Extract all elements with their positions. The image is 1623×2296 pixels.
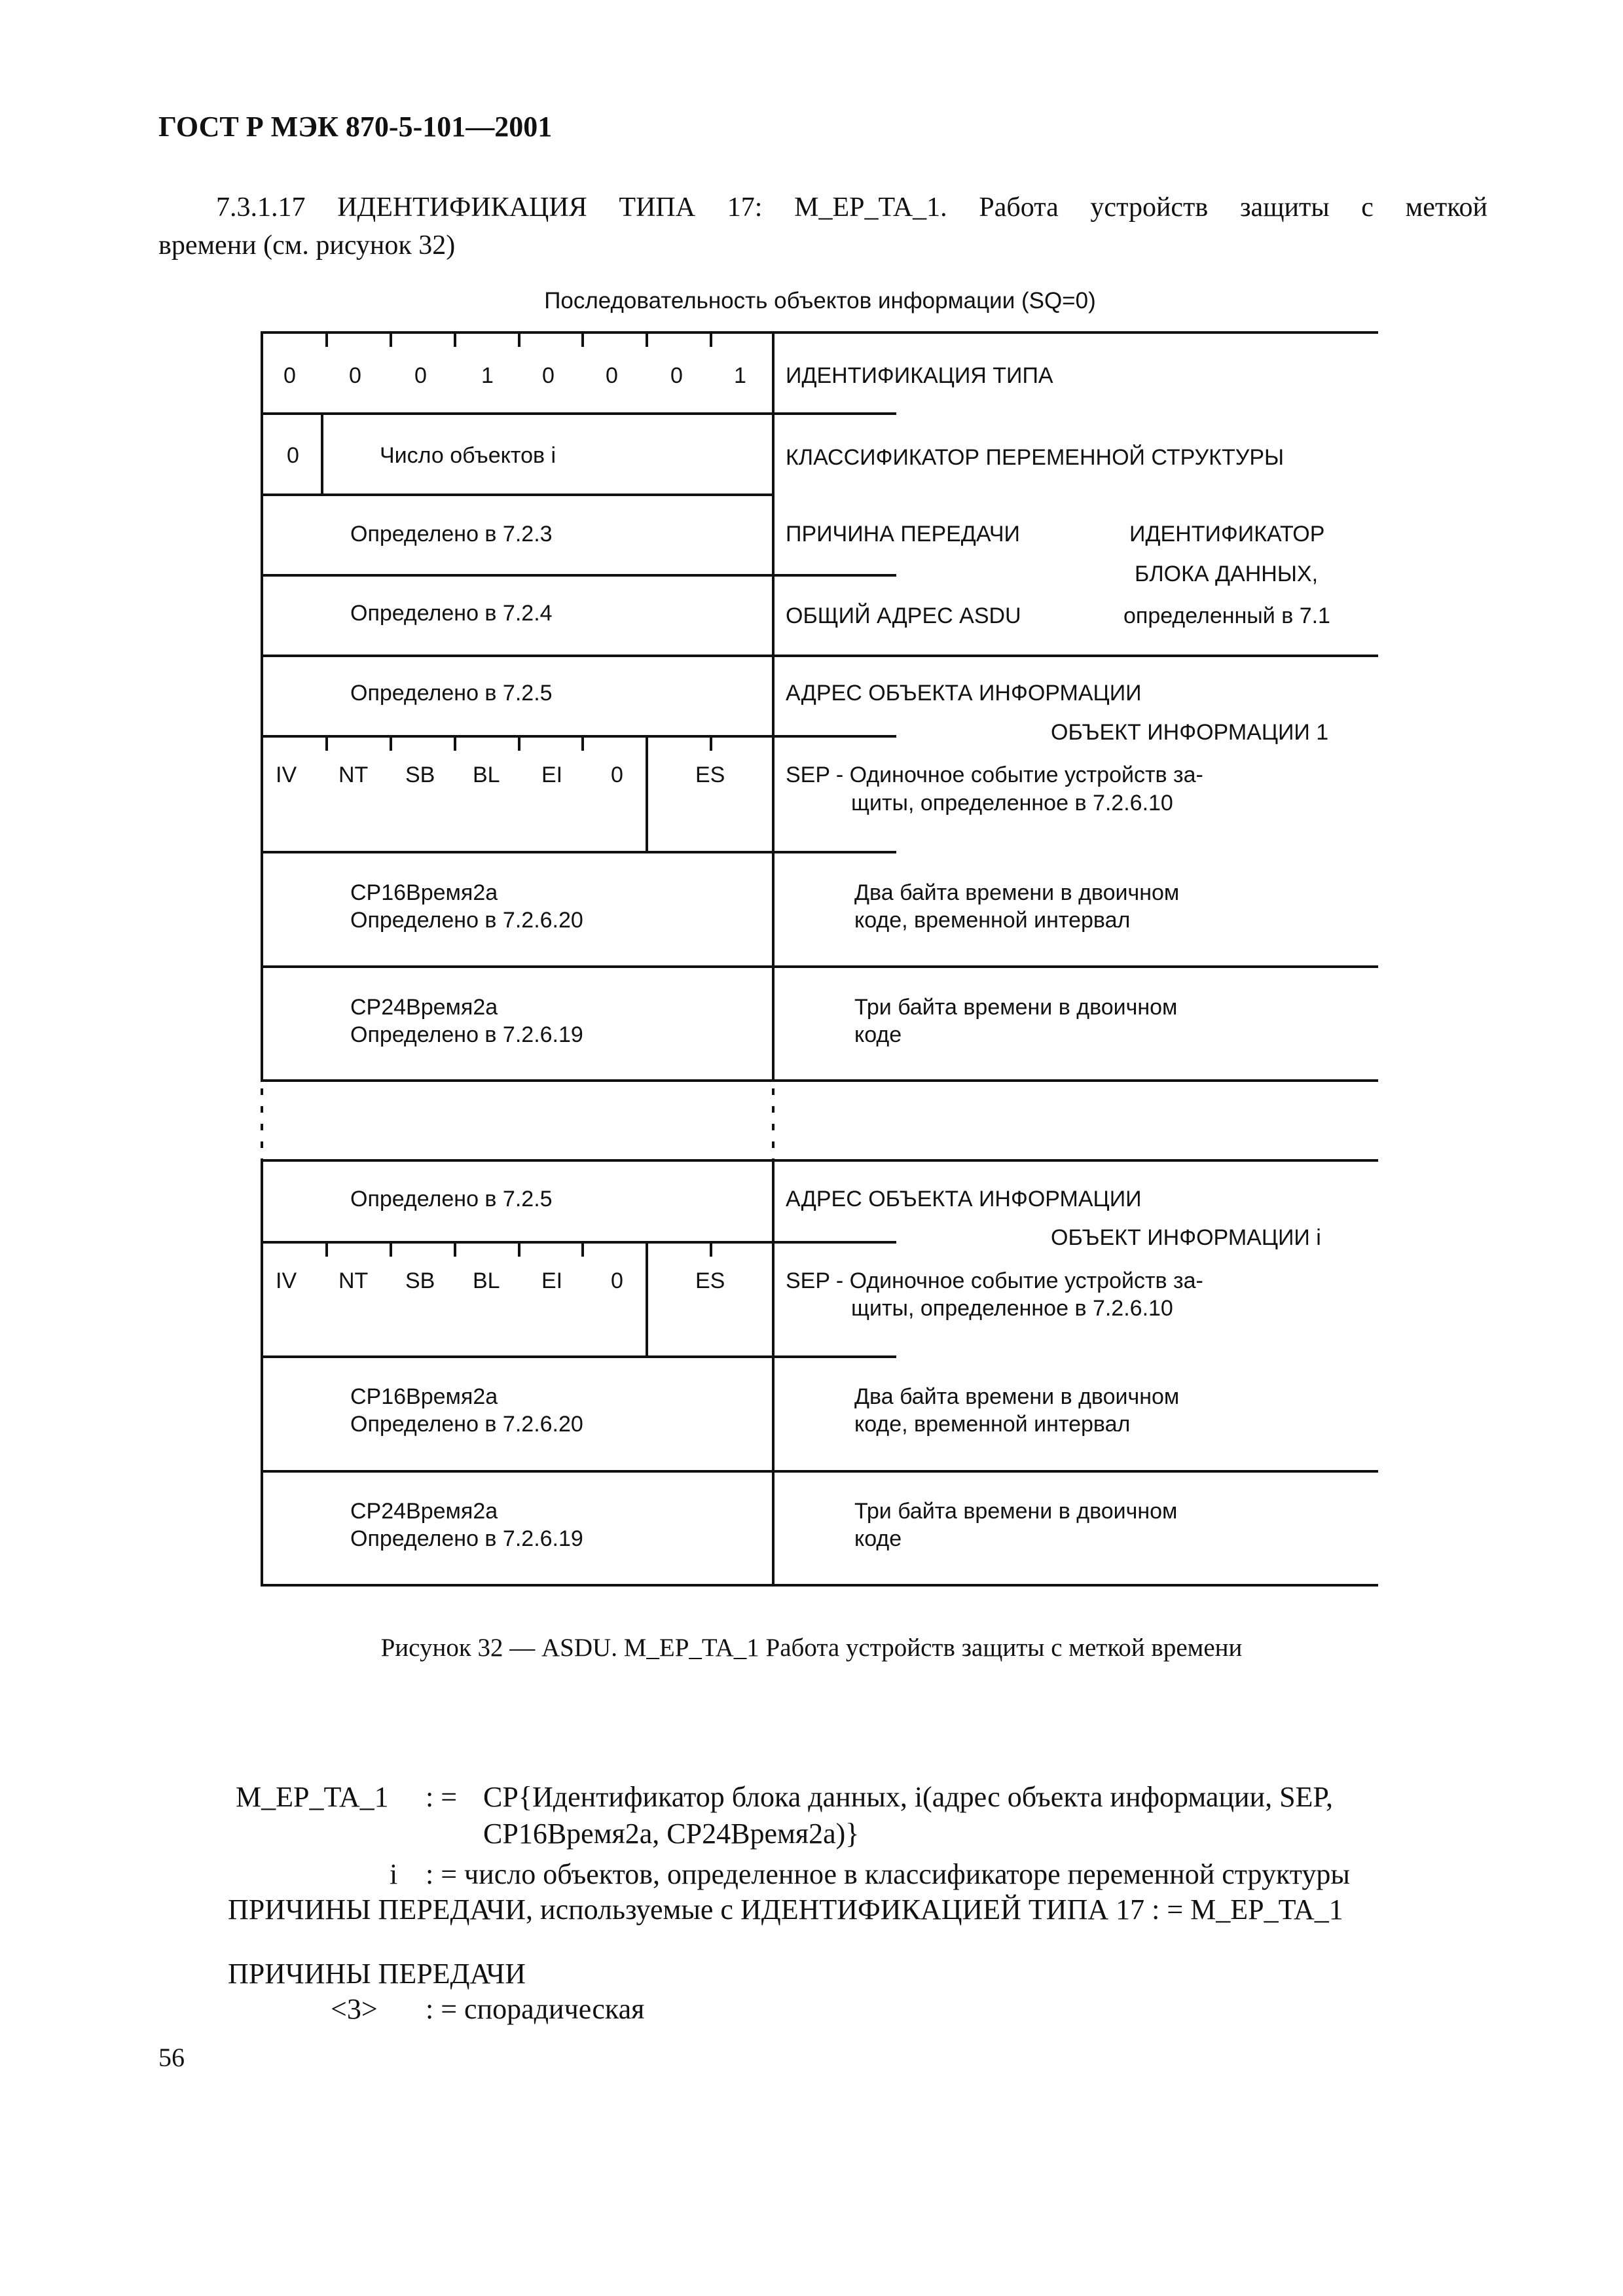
obj1-cp24-desc-1: Три байта времени в двоичном xyxy=(854,995,1178,1020)
obji-cp16-desc-2: коде, временной интервал xyxy=(854,1412,1131,1437)
obj1-flag-zero: 0 xyxy=(611,762,623,787)
dui-line-3: определенный в 7.1 xyxy=(1123,603,1330,628)
type-bit-3: 0 xyxy=(606,363,618,388)
section-intro xyxy=(158,188,1487,264)
obji-cp24-desc-1: Три байта времени в двоичном xyxy=(854,1499,1178,1524)
obj1-cp16-def: Определено в 7.2.6.20 xyxy=(350,908,583,933)
obji-ioa-def: Определено в 7.2.5 xyxy=(350,1187,553,1211)
type-bit-8: 0 xyxy=(283,363,296,388)
diagram-title: Последовательность объектов информации (SQ=0) xyxy=(544,288,1096,314)
i-definition: : = число объектов, определенное в классификаторе переменной структуры xyxy=(426,1858,1350,1890)
obji-flag-es: ES xyxy=(695,1268,725,1293)
obj1-flag-nt: NT xyxy=(338,762,369,787)
obj1-cp24-def: Определено в 7.2.6.19 xyxy=(350,1022,583,1047)
obj1-flag-sb: SB xyxy=(405,762,435,787)
type-assign: : = xyxy=(426,1781,458,1813)
obj1-sep-line-2: щиты, определенное в 7.2.6.10 xyxy=(851,791,1173,816)
dui-line-1: ИДЕНТИФИКАТОР xyxy=(1129,522,1325,547)
obj1-flag-es: ES xyxy=(695,762,725,787)
sq-bit: 0 xyxy=(287,443,299,468)
obj1-flag-iv: IV xyxy=(276,762,297,787)
obji-flag-sb: SB xyxy=(405,1268,435,1293)
obj1-sep-line-1: SEP - Одиночное событие устройств за- xyxy=(786,762,1203,787)
obj1-cp16-name: CP16Время2a xyxy=(350,880,498,905)
obji-cp16-name: CP16Время2a xyxy=(350,1384,498,1409)
obj1-ioa-def: Определено в 7.2.5 xyxy=(350,681,553,706)
obji-cp16-def: Определено в 7.2.6.20 xyxy=(350,1412,583,1437)
intro-line-1: 7.3.1.17 ИДЕНТИФИКАЦИЯ ТИПА 17: M_EP_TA_1. Работа устройств защиты с меткой xyxy=(216,192,1487,223)
addr-label: ОБЩИЙ АДРЕС ASDU xyxy=(786,603,1021,628)
cot-code: <3> xyxy=(331,1993,378,2025)
obji-cp24-def: Определено в 7.2.6.19 xyxy=(350,1526,583,1551)
obj1-cp24-name: CP24Время2a xyxy=(350,995,498,1020)
type-bit-1: 1 xyxy=(734,363,746,388)
num-objects: Число объектов i xyxy=(380,443,556,468)
type-name: M_EP_TA_1 xyxy=(236,1781,389,1813)
cot-usage-line: ПРИЧИНЫ ПЕРЕДАЧИ, используемые с ИДЕНТИФИКАЦИЕЙ ТИПА 17 : = M_EP_TA_1 xyxy=(228,1893,1343,1926)
cot-def: Определено в 7.2.3 xyxy=(350,522,553,547)
cot-label: ПРИЧИНА ПЕРЕДАЧИ xyxy=(786,522,1020,547)
type-id-label: ИДЕНТИФИКАЦИЯ ТИПА xyxy=(786,363,1053,388)
type-def-line-2: CP16Время2a, CP24Время2a)} xyxy=(483,1818,860,1850)
obji-object-label: ОБЪЕКТ ИНФОРМАЦИИ i xyxy=(1051,1225,1321,1250)
type-bit-4: 0 xyxy=(542,363,555,388)
obj1-cp24-desc-2: коде xyxy=(854,1022,902,1047)
vsq-label: КЛАССИФИКАТОР ПЕРЕМЕННОЙ СТРУКТУРЫ xyxy=(786,445,1285,470)
page-number: 56 xyxy=(158,2043,185,2072)
type-def-line-1: CP{Идентификатор блока данных, i(адрес объекта информации, SEP, xyxy=(483,1781,1334,1813)
obji-flag-ei: EI xyxy=(541,1268,563,1293)
obj1-cp16-desc-2: коде, временной интервал xyxy=(854,908,1131,933)
obj1-flag-bl: BL xyxy=(473,762,500,787)
obji-ioa-label: АДРЕС ОБЪЕКТА ИНФОРМАЦИИ xyxy=(786,1187,1142,1211)
type-bit-7: 0 xyxy=(349,363,361,388)
obj1-ioa-label: АДРЕС ОБЪЕКТА ИНФОРМАЦИИ xyxy=(786,681,1142,706)
obji-sep-line-2: щиты, определенное в 7.2.6.10 xyxy=(851,1296,1173,1321)
obji-flag-zero: 0 xyxy=(611,1268,623,1293)
obj1-flag-ei: EI xyxy=(541,762,563,787)
obj1-object-label: ОБЪЕКТ ИНФОРМАЦИИ 1 xyxy=(1051,720,1329,745)
dui-line-2: БЛОКА ДАННЫХ, xyxy=(1135,562,1319,586)
type-bit-2: 0 xyxy=(670,363,683,388)
obji-sep-line-1: SEP - Одиночное событие устройств за- xyxy=(786,1268,1203,1293)
obji-cp24-desc-2: коде xyxy=(854,1526,902,1551)
obji-cp16-desc-1: Два байта времени в двоичном xyxy=(854,1384,1180,1409)
obji-flag-nt: NT xyxy=(338,1268,369,1293)
obj1-cp16-desc-1: Два байта времени в двоичном xyxy=(854,880,1180,905)
intro-line-2: времени (см. рисунок 32) xyxy=(158,230,456,260)
cot-value: : = спорадическая xyxy=(426,1993,645,2025)
type-bit-6: 0 xyxy=(414,363,427,388)
document-header: ГОСТ Р МЭК 870-5-101—2001 xyxy=(158,111,553,143)
addr-def: Определено в 7.2.4 xyxy=(350,601,553,626)
i-symbol: i xyxy=(390,1858,398,1890)
cot-heading: ПРИЧИНЫ ПЕРЕДАЧИ xyxy=(228,1958,526,1990)
obji-flag-iv: IV xyxy=(276,1268,297,1293)
obji-cp24-name: CP24Время2a xyxy=(350,1499,498,1524)
figure-caption: Рисунок 32 — ASDU. M_EP_TA_1 Работа устройств защиты с меткой времени xyxy=(380,1634,1243,1662)
obji-flag-bl: BL xyxy=(473,1268,500,1293)
type-bit-5: 1 xyxy=(481,363,494,388)
